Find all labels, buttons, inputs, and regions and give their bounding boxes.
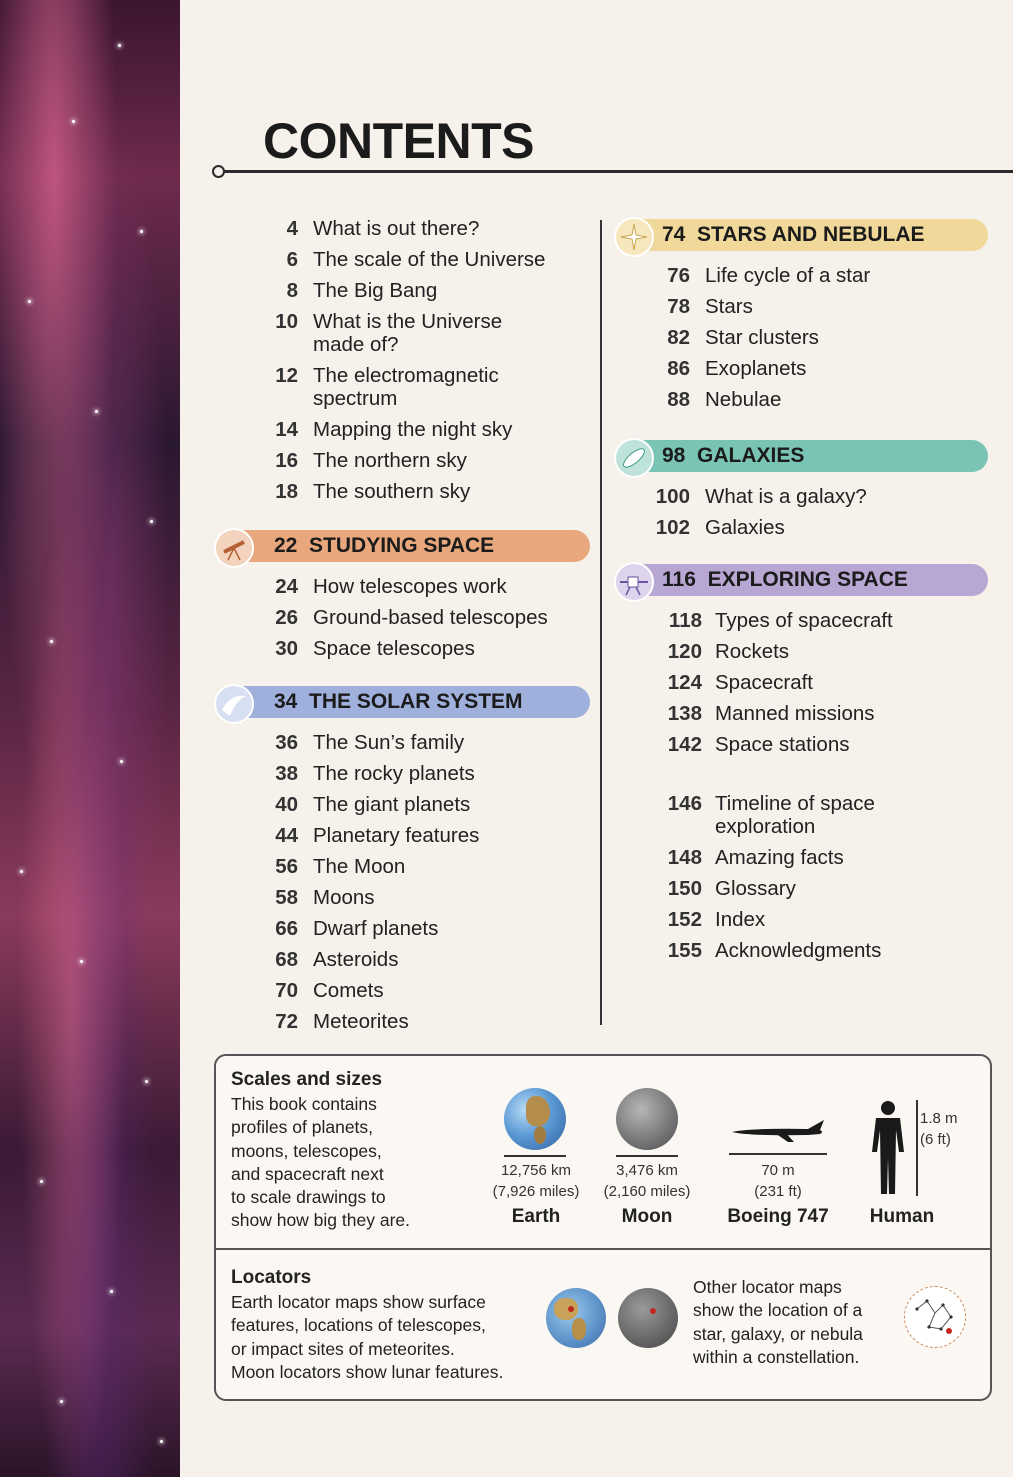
page-number: 6 xyxy=(286,248,298,271)
entry-title-continued: spectrum xyxy=(313,387,398,410)
contents-page xyxy=(180,0,1013,1477)
page-number: 86 xyxy=(667,357,690,380)
page-number: 88 xyxy=(667,388,690,411)
human-scale-bar xyxy=(916,1100,918,1196)
page-number: 8 xyxy=(286,279,298,302)
scales-heading: Scales and sizes xyxy=(231,1069,383,1090)
entry-title: Dwarf planets xyxy=(313,917,439,940)
page-number: 58 xyxy=(275,886,298,909)
section-title: STUDYING SPACE xyxy=(309,534,495,557)
entry-title: The southern sky xyxy=(313,480,471,503)
entry-title: What is out there? xyxy=(313,217,480,240)
entry-title: Planetary features xyxy=(313,824,480,847)
page-number: 56 xyxy=(275,855,298,878)
earth-locator-map-icon xyxy=(546,1288,606,1348)
locators-body: Earth locator maps show surface features, locations of telescopes, or impact sites of meteorites. Moon locators show lunar features. xyxy=(231,1292,504,1382)
page-number: 82 xyxy=(667,326,690,349)
entry-title: The northern sky xyxy=(313,449,467,472)
page-number: 148 xyxy=(667,846,702,869)
section-number: 98 xyxy=(662,444,686,467)
earth-metric: 12,756 km xyxy=(500,1162,572,1179)
entry-title: Comets xyxy=(313,979,384,1002)
moon-scale-bar xyxy=(616,1155,678,1157)
entry-title: Moons xyxy=(313,886,375,909)
section-number: 34 xyxy=(274,690,298,713)
entry-title: Stars xyxy=(705,295,753,318)
airplane-icon xyxy=(728,1116,828,1151)
entry-title: Amazing facts xyxy=(715,846,844,869)
page-number: 146 xyxy=(667,792,702,815)
page-number: 14 xyxy=(275,418,298,441)
section-number: 22 xyxy=(274,534,298,557)
moon-locator-map-icon xyxy=(618,1288,678,1348)
entry-title: Index xyxy=(715,908,766,931)
page-number: 68 xyxy=(275,948,298,971)
spacecraft-icon xyxy=(614,562,654,602)
section-studying-space[interactable] xyxy=(220,530,590,562)
entry-title: Life cycle of a star xyxy=(705,264,871,287)
entry-title: Glossary xyxy=(715,877,796,900)
locators-body-2: Other locator maps show the location of a star, galaxy, or nebula within a constellation. xyxy=(693,1277,863,1367)
page-number: 4 xyxy=(286,217,298,240)
entry-title: Space telescopes xyxy=(313,637,475,660)
earth-imperial: (7,926 miles) xyxy=(492,1183,580,1200)
entry-title: The scale of the Universe xyxy=(313,248,546,271)
page-number: 70 xyxy=(275,979,298,1002)
page-number: 18 xyxy=(275,480,298,503)
telescope-icon xyxy=(214,528,254,568)
page-number: 118 xyxy=(668,609,702,632)
entry-title: Manned missions xyxy=(715,702,875,725)
entry-title: Space stations xyxy=(715,733,850,756)
human-icon xyxy=(868,1100,908,1201)
page-number: 150 xyxy=(667,877,702,900)
box-divider xyxy=(216,1248,990,1250)
galaxy-icon xyxy=(614,438,654,478)
page-number: 152 xyxy=(667,908,702,931)
entry-title: The electromagnetic xyxy=(313,364,499,387)
entry-title: What is a galaxy? xyxy=(705,485,867,508)
page-number: 10 xyxy=(275,310,298,333)
section-title: EXPLORING SPACE xyxy=(707,568,908,591)
entry-title: The giant planets xyxy=(313,793,471,816)
earth-scale-bar xyxy=(504,1155,566,1157)
human-label: Human xyxy=(869,1206,935,1227)
entry-title: Asteroids xyxy=(313,948,399,971)
moon-metric: 3,476 km xyxy=(616,1162,678,1179)
section-title: THE SOLAR SYSTEM xyxy=(309,690,523,713)
section-number: 74 xyxy=(662,223,686,246)
page-number: 38 xyxy=(275,762,298,785)
page-number: 100 xyxy=(655,485,690,508)
page-number: 78 xyxy=(667,295,690,318)
section-title: GALAXIES xyxy=(697,444,805,467)
earth-globe-icon xyxy=(504,1088,566,1150)
page-title: CONTENTS xyxy=(263,113,534,169)
entry-title: The Big Bang xyxy=(313,279,438,302)
entry-title: Spacecraft xyxy=(715,671,813,694)
page-number: 16 xyxy=(275,449,298,472)
section-stars-nebulae[interactable] xyxy=(620,219,988,251)
human-metric: 1.8 m xyxy=(920,1110,958,1127)
moon-label: Moon xyxy=(621,1206,673,1227)
scales-body: This book contains profiles of planets, moons, telescopes, and spacecraft next to scale drawings to show how big they are. xyxy=(231,1094,410,1231)
entry-title: Types of spacecraft xyxy=(715,609,893,632)
entry-title: Meteorites xyxy=(313,1010,409,1033)
entry-title: Timeline of space xyxy=(715,792,875,815)
entry-title: Ground-based telescopes xyxy=(313,606,548,629)
entry-title: Star clusters xyxy=(705,326,819,349)
airplane-scale-bar xyxy=(729,1153,827,1155)
entry-title: The rocky planets xyxy=(313,762,475,785)
page-number: 76 xyxy=(667,264,690,287)
page-number: 66 xyxy=(275,917,298,940)
planet-icon xyxy=(214,684,254,724)
column-divider xyxy=(600,220,602,1025)
star-icon xyxy=(614,217,654,257)
entry-title: Galaxies xyxy=(705,516,785,539)
page-number: 138 xyxy=(667,702,702,725)
earth-label: Earth xyxy=(511,1206,561,1227)
entry-title: The Moon xyxy=(313,855,406,878)
section-number: 116 xyxy=(662,568,696,591)
locators-heading: Locators xyxy=(231,1267,312,1288)
page-number: 102 xyxy=(655,516,690,539)
airplane-label: Boeing 747 xyxy=(727,1206,829,1227)
entry-title-continued: made of? xyxy=(313,333,399,356)
airplane-metric: 70 m xyxy=(761,1162,795,1179)
section-solar-system[interactable] xyxy=(220,686,590,718)
info-box xyxy=(214,1054,992,1401)
page-number: 36 xyxy=(275,731,298,754)
page-number: 120 xyxy=(667,640,702,663)
section-galaxies[interactable] xyxy=(620,440,988,472)
airplane-imperial: (231 ft) xyxy=(754,1183,802,1200)
page-number: 40 xyxy=(275,793,298,816)
page-number: 142 xyxy=(667,733,702,756)
page-number: 44 xyxy=(275,824,298,847)
title-rule xyxy=(224,170,1013,173)
page-number: 26 xyxy=(275,606,298,629)
human-imperial: (6 ft) xyxy=(920,1131,951,1148)
page-number: 124 xyxy=(667,671,702,694)
entry-title: Rockets xyxy=(715,640,790,663)
page-number: 155 xyxy=(667,939,702,962)
entry-title: What is the Universe xyxy=(313,310,503,333)
section-exploring-space[interactable] xyxy=(620,564,988,596)
constellation-map-icon xyxy=(904,1286,966,1348)
entry-title: How telescopes work xyxy=(313,575,507,598)
entry-title: Exoplanets xyxy=(705,357,807,380)
moon-icon xyxy=(616,1088,678,1150)
entry-title-continued: exploration xyxy=(715,815,816,838)
page-number: 12 xyxy=(275,364,298,387)
section-title: STARS AND NEBULAE xyxy=(697,223,925,246)
nebula-image xyxy=(0,0,180,1477)
entry-title: The Sun’s family xyxy=(313,731,465,754)
moon-imperial: (2,160 miles) xyxy=(603,1183,691,1200)
page-number: 72 xyxy=(275,1010,298,1033)
page-number: 24 xyxy=(275,575,298,598)
entry-title: Nebulae xyxy=(705,388,782,411)
entry-title: Mapping the night sky xyxy=(313,418,513,441)
page-number: 30 xyxy=(275,637,298,660)
entry-title: Acknowledgments xyxy=(715,939,882,962)
